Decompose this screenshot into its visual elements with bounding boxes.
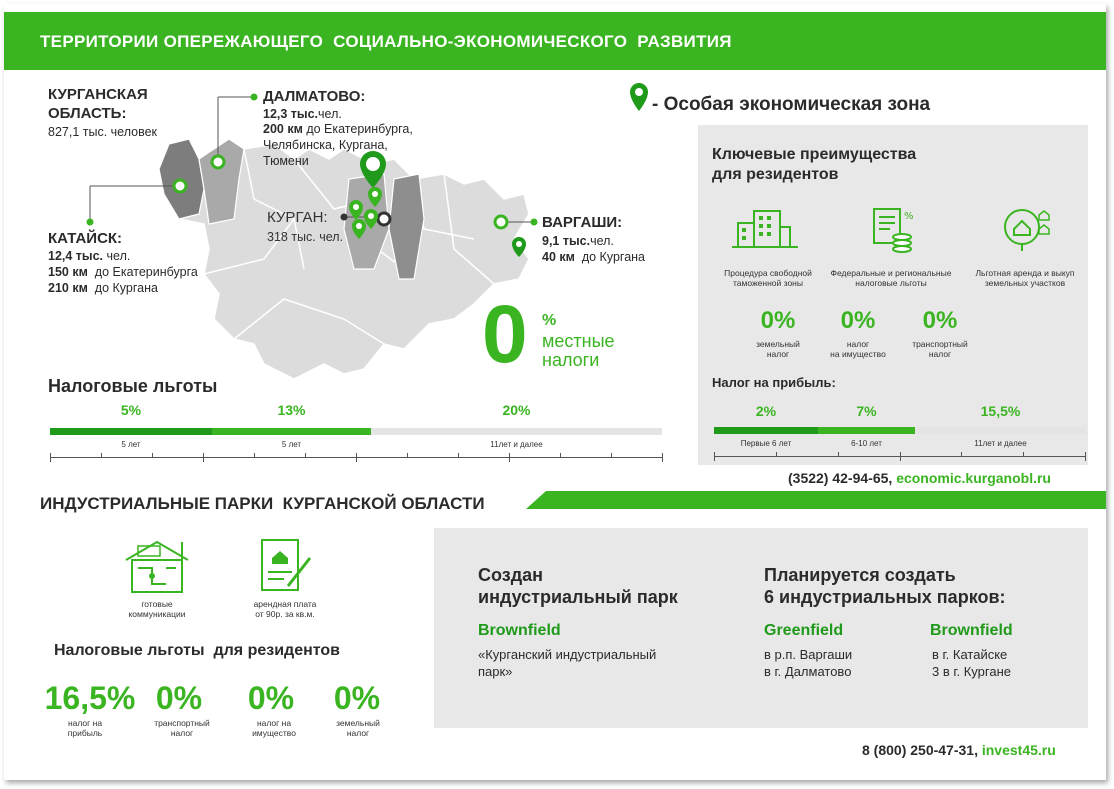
region-population: 827,1 тыс. человек [48, 125, 158, 139]
timeline-tick [1085, 452, 1086, 461]
dalmatovo-distance-cont2: Тюмени [263, 154, 309, 168]
timeline-tick [152, 453, 153, 458]
legend-pin-icon [630, 83, 648, 111]
planned-title-2: 6 индустриальных парков: [764, 587, 1006, 607]
vargashi-marker [495, 216, 507, 228]
timeline-tick [961, 452, 962, 457]
park-benefit-label: земельный налог [336, 718, 380, 738]
infographic-sheet [4, 4, 1106, 780]
tax-period-label: 5 лет [121, 440, 141, 449]
tax-period-label: 6-10 лет [851, 439, 882, 448]
sez-contact-site[interactable]: economic.kurganobl.ru [896, 470, 1051, 486]
planned-brownfield-type: Brownfield [930, 622, 1013, 639]
tax-rate-value: 15,5% [980, 403, 1021, 419]
planned-brownfield-line2: 3 в г. Кургане [932, 664, 1011, 679]
tax-document-icon [868, 205, 918, 253]
park-benefit-value: 0% [155, 680, 203, 716]
planned-brownfield-line1: в г. Катайске [932, 647, 1008, 662]
sez-pin-icon [364, 209, 378, 229]
park-benefit-value: 16,5% [44, 680, 136, 716]
timeline-tick [203, 453, 204, 462]
zero-tax-value: 0% [922, 307, 958, 334]
region-name-line1: КУРГАНСКАЯ [48, 86, 148, 103]
feature-label: арендная плата от 90р. за кв.м. [253, 599, 317, 619]
dalmatovo-distance-cont: Челябинска, Кургана, [263, 138, 388, 152]
land-lease-icon [1001, 205, 1051, 253]
kurgan-name: КУРГАН: [267, 209, 328, 226]
svg-text:%: % [904, 211, 914, 222]
timeline-tick [101, 453, 102, 458]
zero-local-tax-percent: % [542, 312, 557, 329]
parks-contact [862, 742, 1056, 758]
profit-tax-bar [714, 403, 1086, 459]
sez-pin-icon [352, 219, 366, 239]
timeline-tick [305, 453, 306, 458]
timeline-tick [509, 453, 510, 462]
sez-panel [698, 125, 1088, 465]
timeline-tick [50, 453, 51, 462]
zero-tax-value: 0% [840, 307, 876, 334]
tax-rate-segment [371, 428, 662, 435]
parks-title-stripe [526, 491, 1106, 511]
kurgan-population: 318 тыс. чел. [267, 230, 344, 244]
created-title-1: Создан [478, 565, 544, 585]
tax-period-label: 11лет и далее [974, 439, 1027, 448]
tax-rate-segment [818, 427, 915, 434]
parks-contact-site[interactable]: invest45.ru [981, 742, 1056, 758]
sez-pin-icon [360, 151, 386, 188]
zero-tax-label: транспортный налог [912, 339, 968, 359]
tor-benefits-bar [50, 402, 663, 462]
timeline-tick [407, 453, 408, 458]
parks-contact-phone: 8 (800) 250-47-31, [862, 742, 978, 758]
vargashi-name: ВАРГАШИ: [542, 214, 623, 231]
tax-period-label: 5 лет [281, 440, 302, 449]
tax-period-label: Первые 6 лет [740, 439, 792, 448]
zero-local-tax-label-1: местные [542, 331, 615, 351]
sez-panel-title-1: Ключевые преимущества [712, 146, 917, 163]
planned-greenfield-line1: в р.п. Варгаши [764, 647, 853, 662]
dalmatovo-distance: 200 км до Екатеринбурга, [263, 122, 413, 136]
zero-tax-value: 0% [760, 307, 796, 334]
park-benefit-value: 0% [247, 680, 295, 716]
zero-local-tax-value: 0 [482, 289, 528, 380]
created-name-1: «Курганский индустриальный [478, 647, 657, 662]
park-benefit-label: налог на прибыль [67, 718, 103, 738]
sez-legend-label: - Особая экономическая зона [652, 94, 931, 115]
advantage-label: Льготная аренда и выкуп земельных участков [975, 268, 1075, 288]
feature-label: готовые коммуникации [128, 599, 186, 619]
page-title: ТЕРРИТОРИИ ОПЕРЕЖАЮЩЕГО СОЦИАЛЬНО-ЭКОНОМИЧЕСКОГО РАЗВИТИЯ [40, 32, 732, 51]
advantage-label: Процедура свободной таможенной зоны [724, 268, 812, 288]
region-name-line2: ОБЛАСТЬ: [48, 105, 127, 122]
timeline-tick [356, 453, 357, 462]
profit-tax-label: Налог на прибыль: [712, 375, 836, 390]
tax-rate-segment [714, 427, 818, 434]
dalmatovo-dot [251, 94, 258, 101]
park-benefit-value: 0% [333, 680, 381, 716]
tax-period-label: 11лет и далее [490, 440, 543, 449]
tax-rate-value: 7% [856, 403, 877, 419]
advantage-label: Федеральные и региональные налоговые льготы [830, 268, 952, 288]
timeline-tick [458, 453, 459, 458]
timeline-tick [662, 453, 663, 462]
katajsk-distance-2: 210 км до Кургана [48, 281, 158, 295]
created-type: Brownfield [478, 622, 561, 639]
zero-local-tax-label-2: налоги [542, 350, 600, 370]
timeline-tick [838, 452, 839, 457]
timeline-tick [900, 452, 901, 461]
dalmatovo-population: 12,3 тыс.чел. [263, 107, 342, 121]
zero-tax-label: земельный налог [756, 339, 800, 359]
tax-rate-segment [50, 428, 212, 435]
timeline-tick [611, 453, 612, 458]
parks-panel [434, 528, 1088, 728]
zero-tax-label: налог на имущество [830, 339, 886, 359]
kurgan-marker [378, 213, 390, 225]
kurgan-dot [341, 214, 348, 221]
sez-contact-phone: (3522) 42-94-65, [788, 470, 893, 486]
created-title-2: индустриальный парк [478, 587, 678, 607]
tax-rate-value: 2% [755, 403, 777, 419]
vargashi-distance: 40 км до Кургана [542, 250, 645, 264]
sez-pin-icon [512, 237, 526, 257]
vargashi-population: 9,1 тыс.чел. [542, 234, 614, 248]
tax-rate-value: 13% [277, 402, 306, 418]
sez-panel-title-2: для резидентов [712, 166, 839, 183]
sez-pin-icon [368, 187, 382, 207]
building-icon [732, 205, 798, 253]
park-benefit-label: налог на имущество [252, 718, 296, 738]
dalmatovo-marker [212, 156, 224, 168]
lease-contract-icon [258, 536, 314, 596]
tax-rate-segment [915, 427, 1086, 434]
timeline-tick [1023, 452, 1024, 457]
parks-benefits-title: Налоговые льготы для резидентов [54, 642, 340, 659]
timeline-tick [254, 453, 255, 458]
tor-benefits-title: Налоговые льготы [48, 376, 218, 396]
planned-title-1: Планируется создать [764, 565, 956, 585]
tax-rate-segment [212, 428, 371, 435]
park-benefit-label: транспортный налог [154, 718, 210, 738]
sez-contact [788, 470, 1051, 486]
timeline-tick [560, 453, 561, 458]
utilities-house-icon [122, 538, 192, 594]
katajsk-distance-1: 150 км до Екатеринбурга [48, 265, 198, 279]
timeline-tick [776, 452, 777, 457]
katajsk-marker [174, 180, 186, 192]
timeline-tick [714, 452, 715, 461]
katajsk-name: КАТАЙСК: [48, 230, 123, 247]
planned-greenfield-type: Greenfield [764, 622, 844, 639]
tax-rate-value: 5% [120, 402, 142, 418]
parks-title: ИНДУСТРИАЛЬНЫЕ ПАРКИ КУРГАНСКОЙ ОБЛАСТИ [40, 494, 485, 513]
katajsk-dot [87, 219, 94, 226]
katajsk-population: 12,4 тыс. чел. [48, 249, 131, 263]
planned-greenfield-line2: в г. Далматово [764, 664, 852, 679]
created-name-2: парк» [478, 664, 513, 679]
dalmatovo-name: ДАЛМАТОВО: [263, 88, 366, 105]
tax-rate-value: 20% [502, 402, 531, 418]
vargashi-dot [531, 219, 538, 226]
